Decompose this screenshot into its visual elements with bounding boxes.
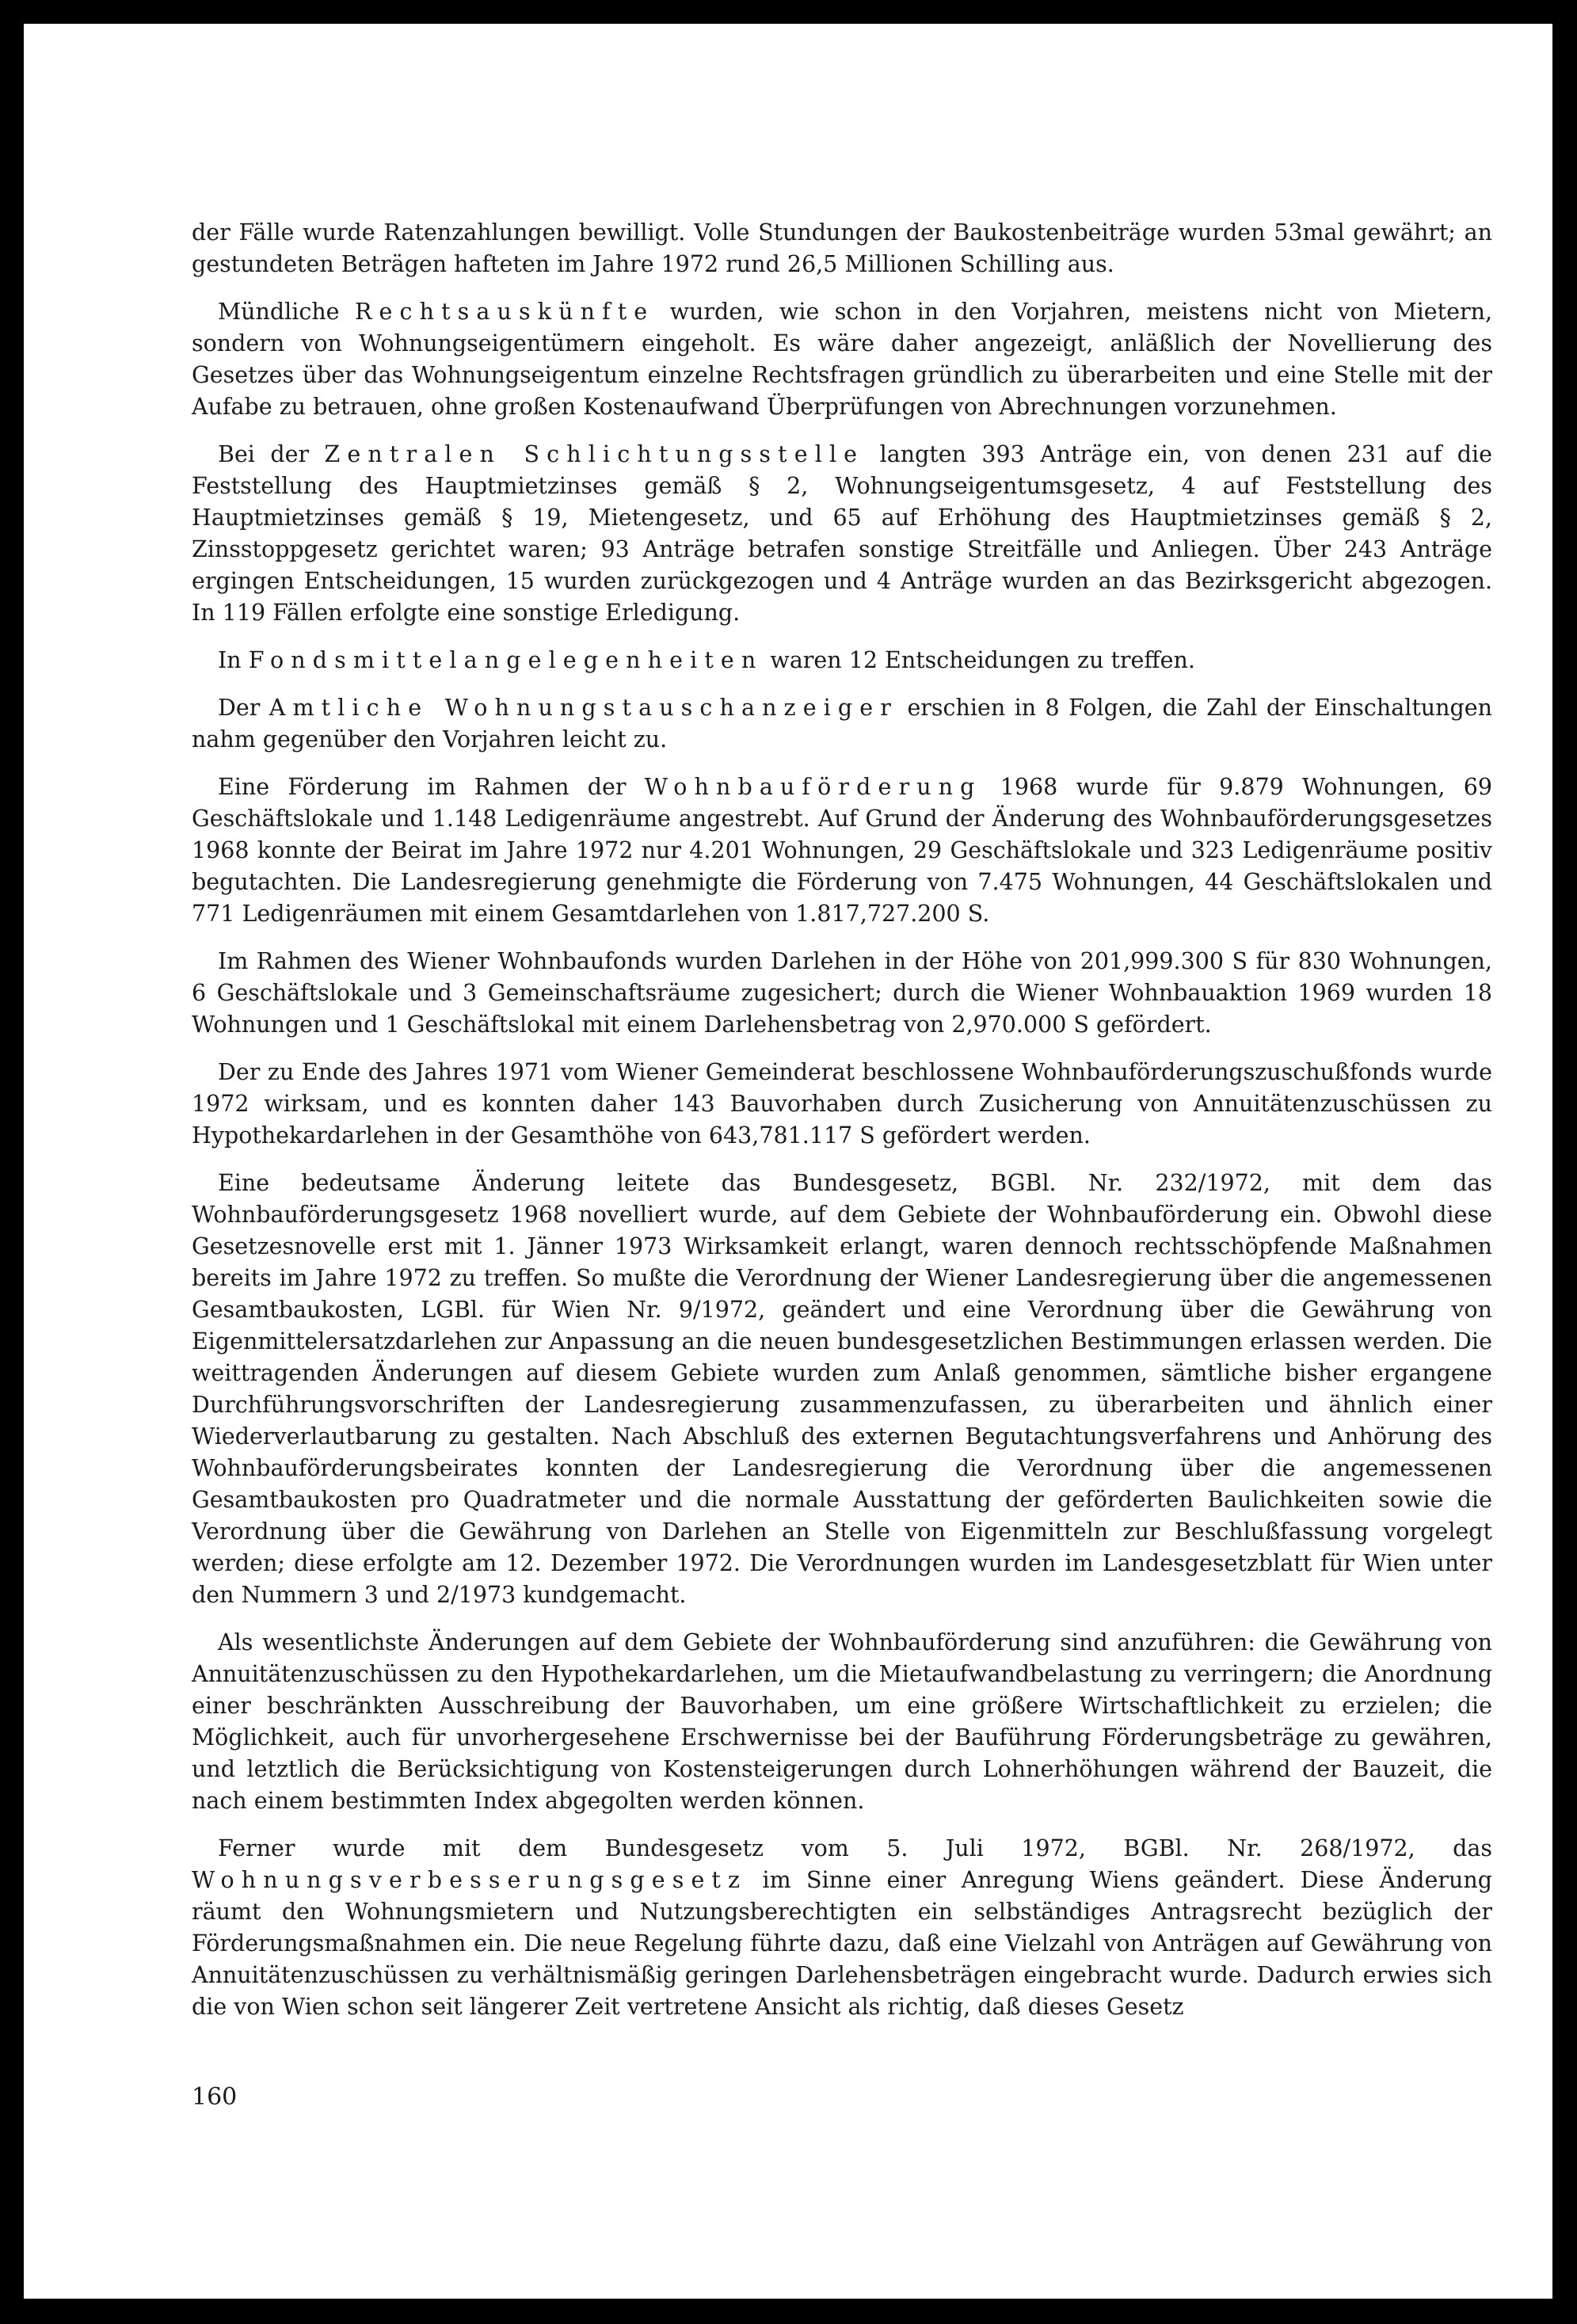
- paragraph-8: [192, 1057, 1492, 1152]
- paragraph-6: [192, 771, 1492, 930]
- paragraph-10: [192, 1627, 1492, 1817]
- page-number: 160: [192, 2083, 238, 2111]
- paragraph-4-pre: In: [218, 647, 249, 673]
- paragraph-6-post: 1968 wurde für 9.879 Wohnungen, 69 Geschäftslokale und 1.148 Ledigenräume angestrebt. Auf Grund der Änderung des Wohnbauförderungsgesetzes 1968 konnte der Beirat im Jahre 1972 nur 4.201 Wohnungen, 29 Geschäftslokale und 323 Ledigenräume positiv begutachten. Die Landesregierung genehmigte die Förderung von 7.475 Wohnungen, 44 Geschäftslokalen und 771 Ledigenräumen mit einem Gesamtdarlehen von 1.817,727.200 S.: [192, 774, 1492, 927]
- spaced-term-zentrale-schlichtungsstelle: Zentralen Schlichtungsstelle: [324, 441, 865, 467]
- paragraph-5-pre: Der: [218, 695, 269, 721]
- paragraph-3: [192, 439, 1492, 629]
- document-page: [24, 24, 1552, 2299]
- paragraph-2: [192, 296, 1492, 423]
- paragraph-3-post: langten 393 Anträge ein, von denen 231 auf die Feststellung des Hauptmietzinses gemäß § 2, Wohnungseigentumsgesetz, 4 auf Feststellung des Hauptmietzinses gemäß § 19, Mietengesetz, und 65 auf Erhöhung des Hauptmietzinses gemäß § 2, Zinsstoppgesetz gerichtet waren; 93 Anträge betrafen sonstige Streitfälle und Anliegen. Über 243 Anträge ergingen Entscheidungen, 15 wurden zurückgezogen und 4 Anträge wurden an das Bezirksgericht abgezogen. In 119 Fällen erfolgte eine sonstige Erledigung.: [192, 441, 1493, 626]
- paragraph-8-text: Der zu Ende des Jahres 1971 vom Wiener Gemeinderat beschlossene Wohnbauförderungszuschußfonds wurde 1972 wirksam, und es konnten daher 143 Bauvorhaben durch Zusicherung von Annuitätenzuschüssen zu Hypothekardarlehen in der Gesamthöhe von 643,781.117 S gefördert werden.: [192, 1059, 1492, 1149]
- paragraph-5-post: erschien in 8 Folgen, die Zahl der Einschaltungen nahm gegenüber den Vorjahren leicht zu.: [192, 695, 1492, 752]
- spaced-term-fondsmittelangelegenheiten: Fondsmittelangelegenheiten: [248, 647, 764, 673]
- spaced-term-wohnbaufoerderung: Wohnbauförderung: [644, 774, 982, 800]
- paragraph-9-text: Eine bedeutsame Änderung leitete das Bundesgesetz, BGBl. Nr. 232/1972, mit dem das Wohnbauförderungsgesetz 1968 novelliert wurde, auf dem Gebiete der Wohnbauförderung ein. Obwohl diese Gesetzesnovelle erst mit 1. Jänner 1973 Wirksamkeit erlangt, waren dennoch rechtsschöpfende Maßnahmen bereits im Jahre 1972 zu treffen. So mußte die Verordnung der Wiener Landesregierung über die angemessenen Gesamtbaukosten, LGBl. für Wien Nr. 9/1972, geändert und eine Verordnung über die Gewährung von Eigenmittelersatzdarlehen zur Anpassung an die neuen bundesgesetzlichen Bestimmungen erlassen werden. Die weittragenden Änderungen auf diesem Gebiete wurden zum Anlaß genommen, sämtliche bisher ergangene Durchführungsvorschriften der Landesregierung zusammenzufassen, zu überarbeiten und ähnlich einer Wiederverlautbarung zu gestalten. Nach Abschluß des externen Begutachtungsverfahrens und Anhörung des Wohnbauförderungsbeirates konnten der Landesregierung die Verordnung über die angemessenen Gesamtbaukosten pro Quadratmeter und die normale Ausstattung der geförderten Baulichkeiten sowie die Verordnung über die Gewährung von Darlehen an Stelle von Eigenmitteln zur Beschlußfassung vorgelegt werden; diese erfolgte am 12. Dezember 1972. Die Verordnungen wurden im Landesgesetzblatt für Wien unter den Nummern 3 und 2/1973 kundgemacht.: [192, 1170, 1492, 1608]
- paragraph-3-pre: Bei der: [218, 441, 325, 467]
- paragraph-6-pre: Eine Förderung im Rahmen der: [218, 774, 645, 800]
- body-text: [192, 217, 1492, 2039]
- paragraph-7: [192, 946, 1492, 1041]
- spaced-term-rechtsauskuenfte: Rechtsauskünfte: [354, 299, 655, 325]
- paragraph-2-pre: Mündliche: [218, 299, 355, 325]
- paragraph-11-post: im Sinne einer Anregung Wiens geändert. Diese Änderung räumt den Wohnungsmietern und Nutzungsberechtigten ein selbständiges Antragsrecht bezüglich der Förderungsmaßnahmen ein. Die neue Regelung führte dazu, daß eine Vielzahl von Anträgen auf Gewährung von Annuitätenzuschüssen zu verhältnismäßig geringen Darlehensbeträgen eingebracht wurde. Dadurch erwies sich die von Wien schon seit längerer Zeit vertretene Ansicht als richtig, daß dieses Gesetz: [192, 1867, 1492, 2020]
- spaced-term-wohnungstauschanzeiger: Amtliche Wohnungstauschanzeiger: [269, 695, 899, 721]
- paragraph-4-post: waren 12 Entscheidungen zu treffen.: [763, 647, 1195, 673]
- paragraph-1-text: der Fälle wurde Ratenzahlungen bewilligt. Volle Stundungen der Baukostenbeiträge wurden 53mal gewährt; an gestundeten Beträgen hafteten im Jahre 1972 rund 26,5 Millionen Schilling aus.: [192, 219, 1492, 277]
- paragraph-7-text: Im Rahmen des Wiener Wohnbaufonds wurden Darlehen in der Höhe von 201,999.300 S für 830 Wohnungen, 6 Geschäftslokale und 3 Gemeinschaftsräume zugesichert; durch die Wiener Wohnbauaktion 1969 wurden 18 Wohnungen und 1 Geschäftslokal mit einem Darlehensbetrag von 2,970.000 S gefördert.: [192, 948, 1492, 1038]
- paragraph-11-pre: Ferner wurde mit dem Bundesgesetz vom 5. Juli 1972, BGBl. Nr. 268/1972, das: [218, 1835, 1492, 1861]
- paragraph-5: [192, 692, 1492, 756]
- paragraph-11: [192, 1833, 1492, 2023]
- spaced-term-wohnungsverbesserungsgesetz: Wohnungsverbesserungsgesetz: [192, 1867, 748, 1893]
- paragraph-10-text: Als wesentlichste Änderungen auf dem Gebiete der Wohnbauförderung sind anzuführen: die Gewährung von Annuitätenzuschüssen zu den Hypothekardarlehen, um die Mietaufwandbelastung zu verringern; die Anordnung einer beschränkten Ausschreibung der Bauvorhaben, um eine größere Wirtschaftlichkeit zu erzielen; die Möglichkeit, auch für unvorhergesehene Erschwernisse bei der Bauführung Förderungsbeträge zu gewähren, und letztlich die Berücksichtigung von Kostensteigerungen durch Lohnerhöhungen während der Bauzeit, die nach einem bestimmten Index abgegolten werden können.: [192, 1629, 1492, 1814]
- paragraph-4: [192, 645, 1492, 676]
- paragraph-1: [192, 217, 1492, 280]
- paragraph-2-post: wurden, wie schon in den Vorjahren, meistens nicht von Mietern, sondern von Wohnungseigentümern eingeholt. Es wäre daher angezeigt, anläßlich der Novellierung des Gesetzes über das Wohnungseigentum einzelne Rechtsfragen gründlich zu überarbeiten und eine Stelle mit der Aufabe zu betrauen, ohne großen Kostenaufwand Überprüfungen von Abrechnungen vorzunehmen.: [192, 299, 1493, 420]
- paragraph-9: [192, 1168, 1492, 1611]
